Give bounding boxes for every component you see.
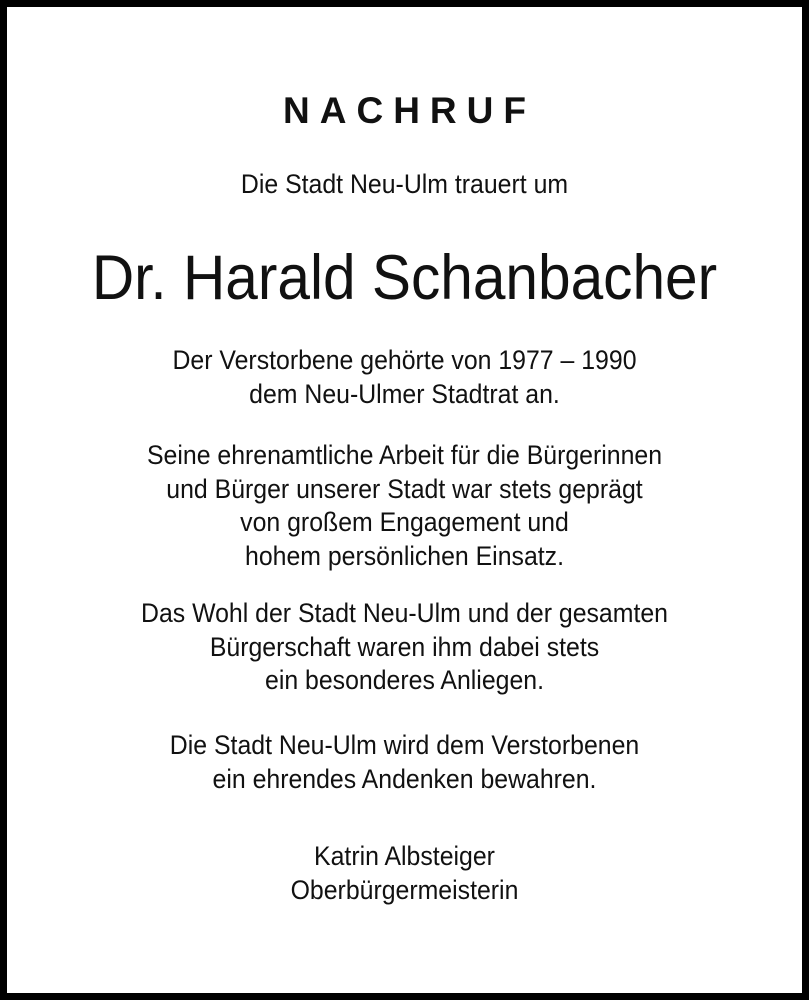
text-line: Der Verstorbene gehörte von 1977 – 1990: [172, 345, 637, 375]
notice-heading: NACHRUF: [283, 90, 536, 131]
text-line: und Bürger unserer Stadt war stets geprägt: [166, 473, 643, 504]
text-line: Bürgerschaft waren ihm dabei stets: [209, 631, 600, 662]
text-line: dem Neu-Ulmer Stadtrat an.: [249, 378, 560, 409]
text-line: Das Wohl der Stadt Neu-Ulm und der gesamten: [141, 598, 668, 628]
intro-text: Die Stadt Neu-Ulm trauert um: [240, 169, 569, 199]
text-line: Seine ehrenamtliche Arbeit für die Bürgerinnen: [146, 440, 663, 470]
text-line: Die Stadt Neu-Ulm wird dem Verstorbenen: [169, 730, 640, 760]
signatory-name: Katrin Albsteiger: [314, 841, 495, 871]
text-line: ein ehrendes Andenken bewahren.: [212, 763, 597, 794]
paragraph-engagement: [39, 439, 770, 573]
paragraph-welfare: [39, 597, 770, 698]
signatory-title: Oberbürgermeisterin: [290, 874, 519, 905]
text-line: hohem persönlichen Einsatz.: [245, 540, 564, 571]
obituary-notice: [7, 7, 802, 993]
signature-block: [39, 840, 770, 907]
paragraph-service: [39, 344, 770, 411]
deceased-name: Dr. Harald Schanbacher: [91, 243, 718, 313]
text-line: von großem Engagement und: [240, 507, 569, 537]
paragraph-remembrance: [39, 729, 770, 796]
text-line: ein besonderes Anliegen.: [265, 665, 544, 695]
